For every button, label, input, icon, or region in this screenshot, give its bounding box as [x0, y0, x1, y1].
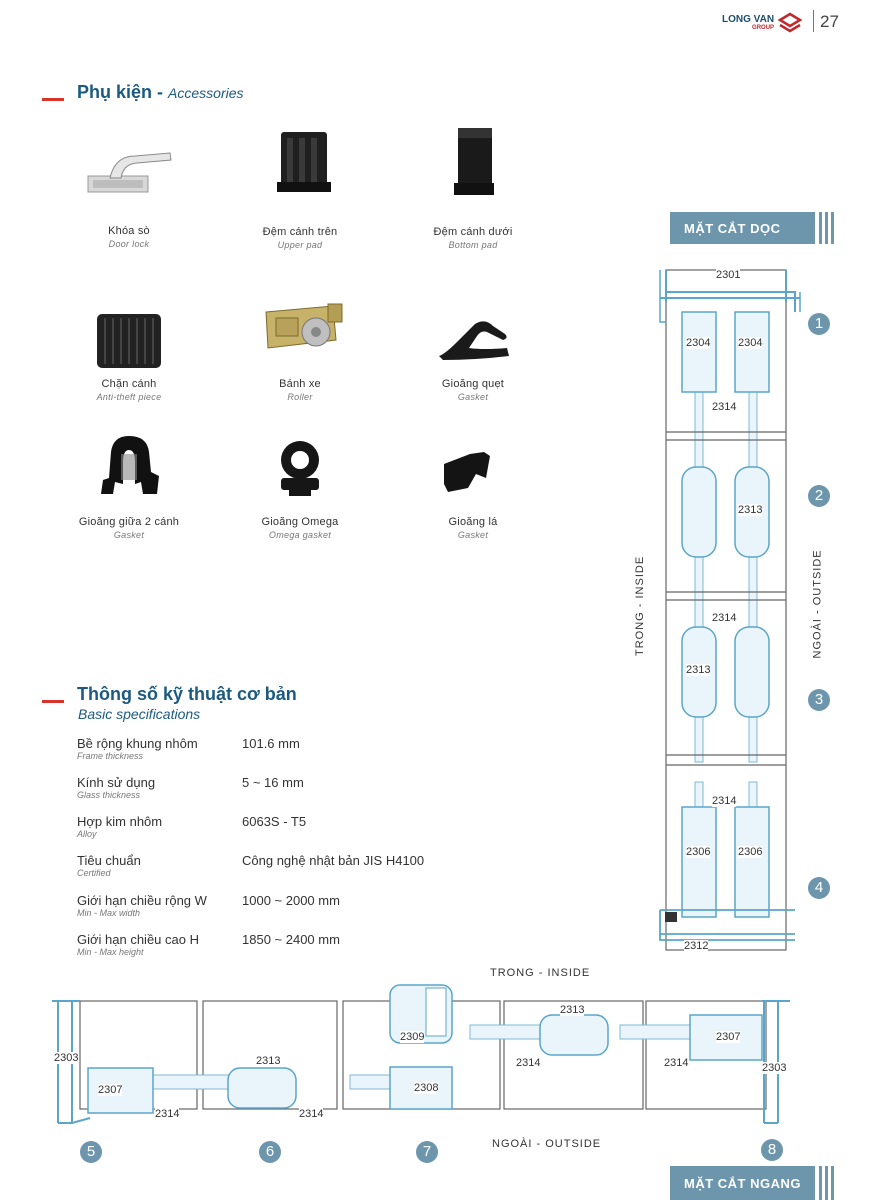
spec-label: Bề rộng khung nhôm [77, 736, 198, 751]
inside-label-horizontal: TRONG - INSIDE [490, 967, 591, 979]
banner-bars [819, 212, 834, 244]
code-label: 2301 [716, 269, 741, 281]
door-lock-image [85, 148, 175, 198]
brand-logo [722, 12, 803, 34]
spec-value: 1000 ~ 2000 mm [242, 893, 340, 908]
code-label: 2314 [155, 1108, 180, 1120]
spec-value: 101.6 mm [242, 736, 300, 751]
accessory-en: Door lock [108, 239, 150, 249]
accessories-title-vn: Phụ kiện [77, 82, 153, 102]
code-label: 2314 [516, 1057, 541, 1069]
spec-row [77, 814, 477, 839]
spec-row [77, 853, 477, 878]
accessory-roller [225, 378, 375, 402]
accessory-en: Omega gasket [268, 530, 332, 540]
section-dash [42, 700, 64, 703]
page-number: 27 [820, 12, 839, 31]
leaf-gasket-image [440, 448, 495, 496]
accessory-vn: Gioăng lá [448, 516, 498, 528]
bottom-pad-image [452, 125, 497, 200]
page-separator [813, 10, 814, 32]
code-label: 2314 [712, 612, 737, 624]
roller-image [258, 300, 348, 358]
middle-gasket-image [95, 432, 165, 502]
spec-row [77, 775, 477, 800]
code-label: 2307 [716, 1031, 741, 1043]
spec-value: 6063S - T5 [242, 814, 307, 829]
accessory-vn: Gioăng giữa 2 cánh [78, 516, 180, 528]
marker-1: 1 [808, 313, 830, 335]
code-label: 2306 [738, 846, 763, 858]
banner-bars [819, 1166, 834, 1200]
accessory-omega-gasket [225, 516, 375, 540]
accessory-bottom-pad [398, 226, 548, 250]
spec-row [77, 932, 477, 957]
accessory-vn: Bánh xe [279, 378, 321, 390]
spec-row [77, 893, 477, 918]
specs-title: Thông số kỹ thuật cơ bản [77, 684, 297, 704]
code-label: 2312 [684, 940, 709, 952]
accessories-title-en: Accessories [168, 85, 244, 101]
logo-mark-icon [777, 12, 803, 34]
accessory-leaf-gasket [398, 516, 548, 540]
code-label: 2303 [54, 1052, 79, 1064]
accessory-en: Roller [287, 392, 313, 402]
code-label: 2304 [738, 337, 763, 349]
code-label: 2304 [686, 337, 711, 349]
outside-label-vertical: NGOÀI - OUTSIDE [811, 549, 824, 659]
marker-6: 6 [259, 1141, 281, 1163]
accessory-vn: Khóa sò [108, 225, 150, 237]
marker-7: 7 [416, 1141, 438, 1163]
code-label: 2306 [686, 846, 711, 858]
spec-sublabel: Glass thickness [77, 790, 141, 800]
code-label: 2303 [762, 1062, 787, 1074]
horizontal-section-drawing [50, 983, 840, 1128]
accessory-vn: Đệm cánh trên [262, 226, 338, 238]
code-label: 2313 [256, 1055, 281, 1067]
accessories-title [77, 82, 244, 103]
outside-label-horizontal: NGOÀI - OUTSIDE [492, 1138, 602, 1150]
sweep-gasket-image [435, 318, 513, 363]
spec-value: Công nghệ nhật bản JIS H4100 [242, 853, 425, 868]
anti-theft-image [95, 312, 165, 370]
spec-label: Giới hạn chiều rộng W [77, 893, 207, 908]
accessories-title-sep: - [157, 82, 164, 102]
spec-label: Giới hạn chiều cao H [77, 932, 199, 947]
accessory-en: Bottom pad [448, 240, 498, 250]
upper-pad-image [275, 128, 335, 196]
spec-label: Hợp kim nhôm [77, 814, 163, 829]
brand-name: LONG VAN [722, 14, 775, 25]
spec-value: 5 ~ 16 mm [242, 775, 304, 790]
marker-3: 3 [808, 689, 830, 711]
code-label: 2313 [686, 664, 711, 676]
accessory-en: Upper pad [277, 240, 323, 250]
code-label: 2313 [560, 1004, 585, 1016]
omega-gasket-image [275, 438, 325, 500]
code-label: 2308 [414, 1082, 439, 1094]
vertical-section-banner: MẶT CẮT DỌC [670, 212, 815, 244]
code-label: 2314 [299, 1108, 324, 1120]
accessory-middle-gasket [54, 516, 204, 540]
spec-label: Kính sử dụng [77, 775, 156, 790]
accessory-en: Anti-theft piece [96, 392, 162, 402]
accessory-vn: Chặn cánh [101, 378, 157, 390]
marker-5: 5 [80, 1141, 102, 1163]
accessory-en: Gasket [457, 392, 489, 402]
accessory-en: Gasket [113, 530, 145, 540]
accessory-door-lock [54, 225, 204, 249]
spec-sublabel: Alloy [77, 829, 97, 839]
spec-sublabel: Certified [77, 868, 111, 878]
inside-label-vertical: TRONG - INSIDE [634, 555, 646, 656]
accessory-sweep-gasket [398, 378, 548, 402]
marker-8: 8 [761, 1139, 783, 1161]
code-label: 2314 [664, 1057, 689, 1069]
brand-sub: GROUP [752, 25, 775, 31]
code-label: 2313 [738, 504, 763, 516]
spec-label: Tiêu chuẩn [77, 853, 141, 868]
spec-sublabel: Min - Max height [77, 947, 144, 957]
marker-2: 2 [808, 485, 830, 507]
accessory-vn: Gioăng quẹt [441, 378, 505, 390]
marker-4: 4 [808, 877, 830, 899]
accessory-vn: Đệm cánh dưới [433, 226, 513, 238]
specs-subtitle: Basic specifications [78, 706, 201, 722]
accessory-vn: Gioăng Omega [261, 516, 339, 528]
spec-sublabel: Min - Max width [77, 908, 141, 918]
accessory-en: Gasket [457, 530, 489, 540]
code-label: 2314 [712, 795, 737, 807]
spec-row [77, 736, 477, 761]
section-dash [42, 98, 64, 101]
accessory-upper-pad [225, 226, 375, 250]
code-label: 2314 [712, 401, 737, 413]
spec-value: 1850 ~ 2400 mm [242, 932, 340, 947]
horizontal-section-banner: MẶT CẮT NGANG [670, 1166, 815, 1200]
code-label: 2307 [98, 1084, 123, 1096]
vertical-section-drawing [655, 262, 805, 952]
accessory-anti-theft [54, 378, 204, 402]
spec-sublabel: Frame thickness [77, 751, 144, 761]
code-label: 2309 [400, 1031, 425, 1043]
